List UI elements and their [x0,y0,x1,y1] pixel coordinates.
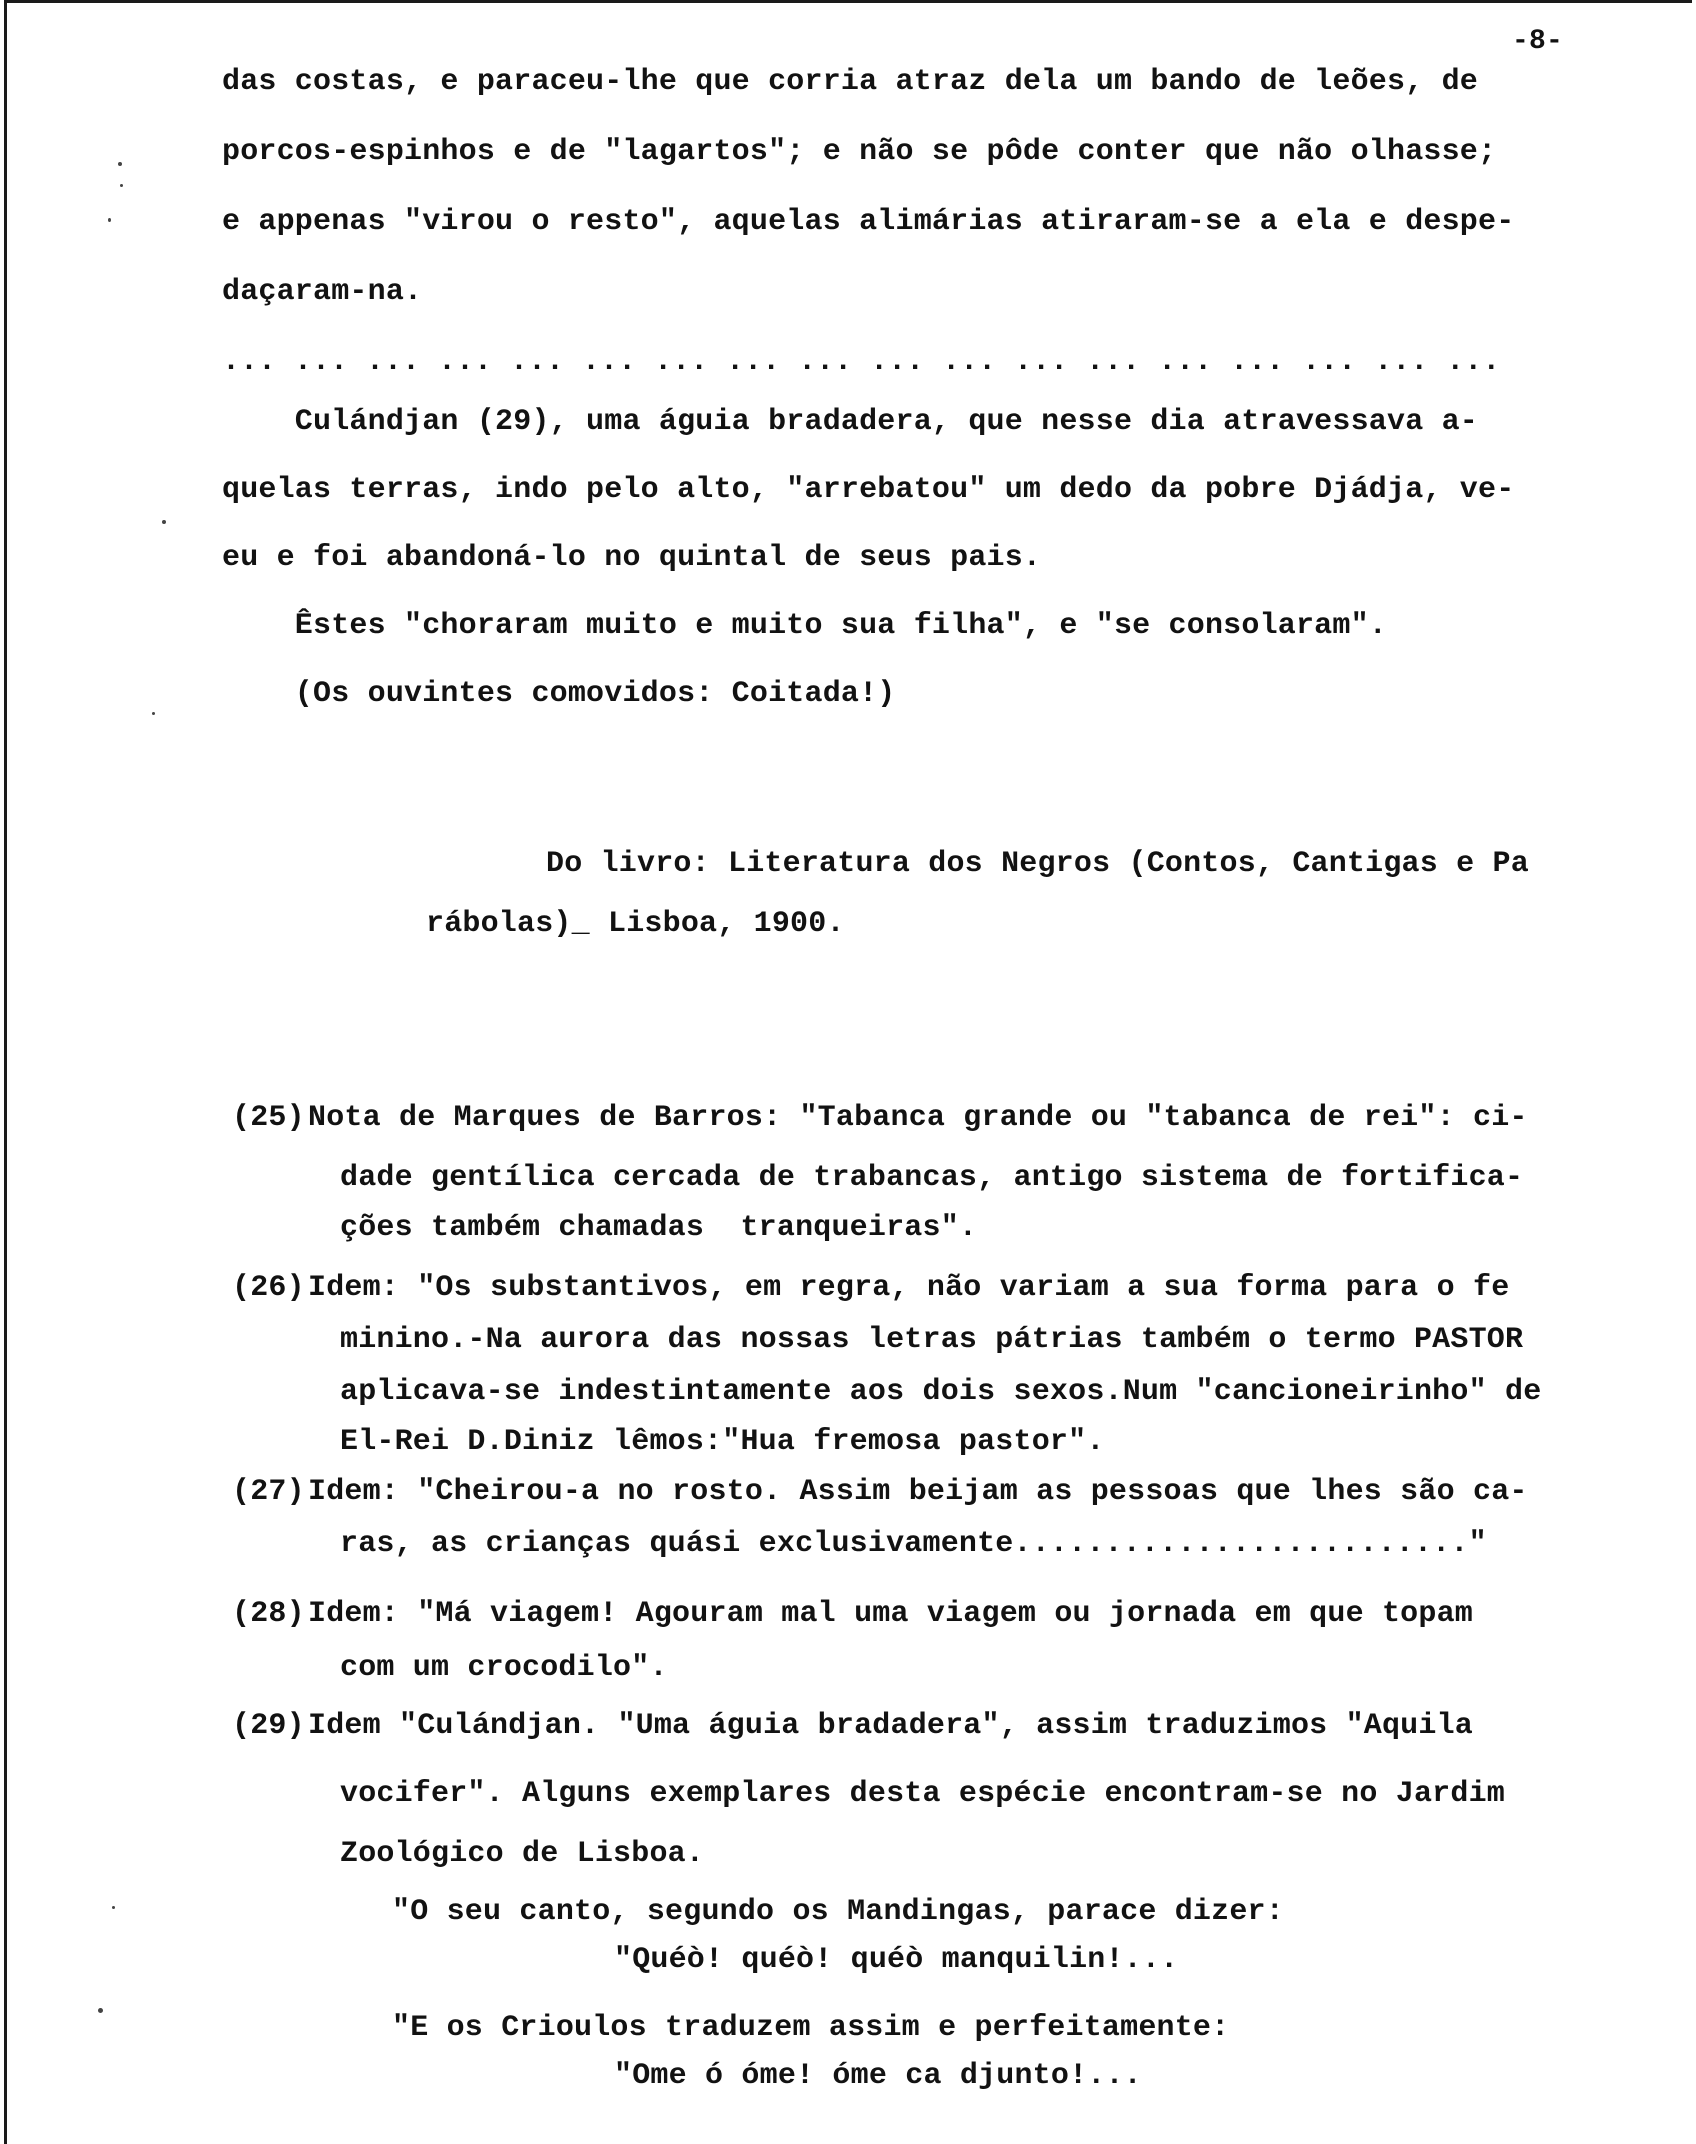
song-crioulo-line: "Ome ó óme! óme ca djunto!... [614,2059,1142,2093]
footnote-line: minino.-Na aurora das nossas letras pátrias também o termo PASTOR [340,1323,1524,1357]
scan-speck [108,218,111,222]
footnote-marker: (27) [232,1475,305,1509]
footnote-line: Idem: "Os substantivos, em regra, não variam a sua forma para o fe [308,1271,1510,1305]
footnote-line: ções também chamadas tranqueiras". [340,1211,978,1245]
story-line: (Os ouvintes comovidos: Coitada!) [222,677,896,711]
song-intro: "O seu canto, segundo os Mandingas, parace dizer: [392,1895,1284,1929]
story-line: eu e foi abandoná-lo no quintal de seus pais. [222,541,1042,575]
footnote-line: Idem: "Má viagem! Agouram mal uma viagem ou jornada em que topam [308,1597,1473,1631]
footnote-marker: (25) [232,1101,305,1135]
source-citation-line: Do livro: Literatura dos Negros (Contos, Cantigas e Pa [546,847,1529,881]
footnote-line: ras, as crianças quási exclusivamente........................." [340,1527,1487,1561]
scan-speck [98,2008,103,2013]
footnote-line: Idem: "Cheirou-a no rosto. Assim beijam as pessoas que lhes são ca- [308,1475,1528,1509]
footnote-marker: (29) [232,1709,305,1743]
footnote-marker: (26) [232,1271,305,1305]
footnote-marker: (28) [232,1597,305,1631]
page-border [4,0,1692,2144]
scan-speck [152,712,155,715]
footnote-line: com um crocodilo". [340,1651,668,1685]
footnote-line: El-Rei D.Diniz lêmos:"Hua fremosa pastor". [340,1425,1105,1459]
scan-speck [118,162,122,166]
footnote-line: dade gentílica cercada de trabancas, antigo sistema de fortifica- [340,1161,1524,1195]
footnote-line: Zoológico de Lisboa. [340,1837,705,1871]
song-mandinga-line: "Quéò! quéò! quéò manquilin!... [614,1943,1179,1977]
story-line: daçaram-na. [222,275,423,309]
footnote-line: aplicava-se indestintamente aos dois sexos.Num "cancioneirinho" de [340,1375,1542,1409]
story-line: Êstes "choraram muito e muito sua filha", e "se consolaram". [222,609,1387,643]
footnote-line: Nota de Marques de Barros: "Tabanca grande ou "tabanca de rei": ci- [308,1101,1528,1135]
song-crioulo-intro: "E os Crioulos traduzem assim e perfeitamente: [392,2011,1230,2045]
story-line: porcos-espinhos e de "lagartos"; e não se pôde conter que não olhasse; [222,135,1497,169]
story-line: Culándjan (29), uma águia bradadera, que nesse dia atravessava a- [222,405,1479,439]
scan-speck [120,184,123,187]
footnote-line: vocifer". Alguns exemplares desta espécie encontram-se no Jardim [340,1777,1505,1811]
page-number: -8- [1512,26,1564,57]
footnote-line: Idem "Culándjan. "Uma águia bradadera", assim traduzimos "Aquila [308,1709,1473,1743]
story-line: e appenas "virou o resto", aquelas alimárias atiraram-se a ela e despe- [222,205,1515,239]
ellipsis-divider: ... ... ... ... ... ... ... ... ... ... ... ... ... ... ... ... ... ... [222,345,1501,379]
source-citation-line: rábolas)_ Lisboa, 1900. [426,907,845,941]
story-line: das costas, e paraceu-lhe que corria atraz dela um bando de leões, de [222,65,1479,99]
story-line: quelas terras, indo pelo alto, "arrebatou" um dedo da pobre Djádja, ve- [222,473,1515,507]
scan-speck [112,1906,115,1909]
scan-speck [162,520,166,524]
